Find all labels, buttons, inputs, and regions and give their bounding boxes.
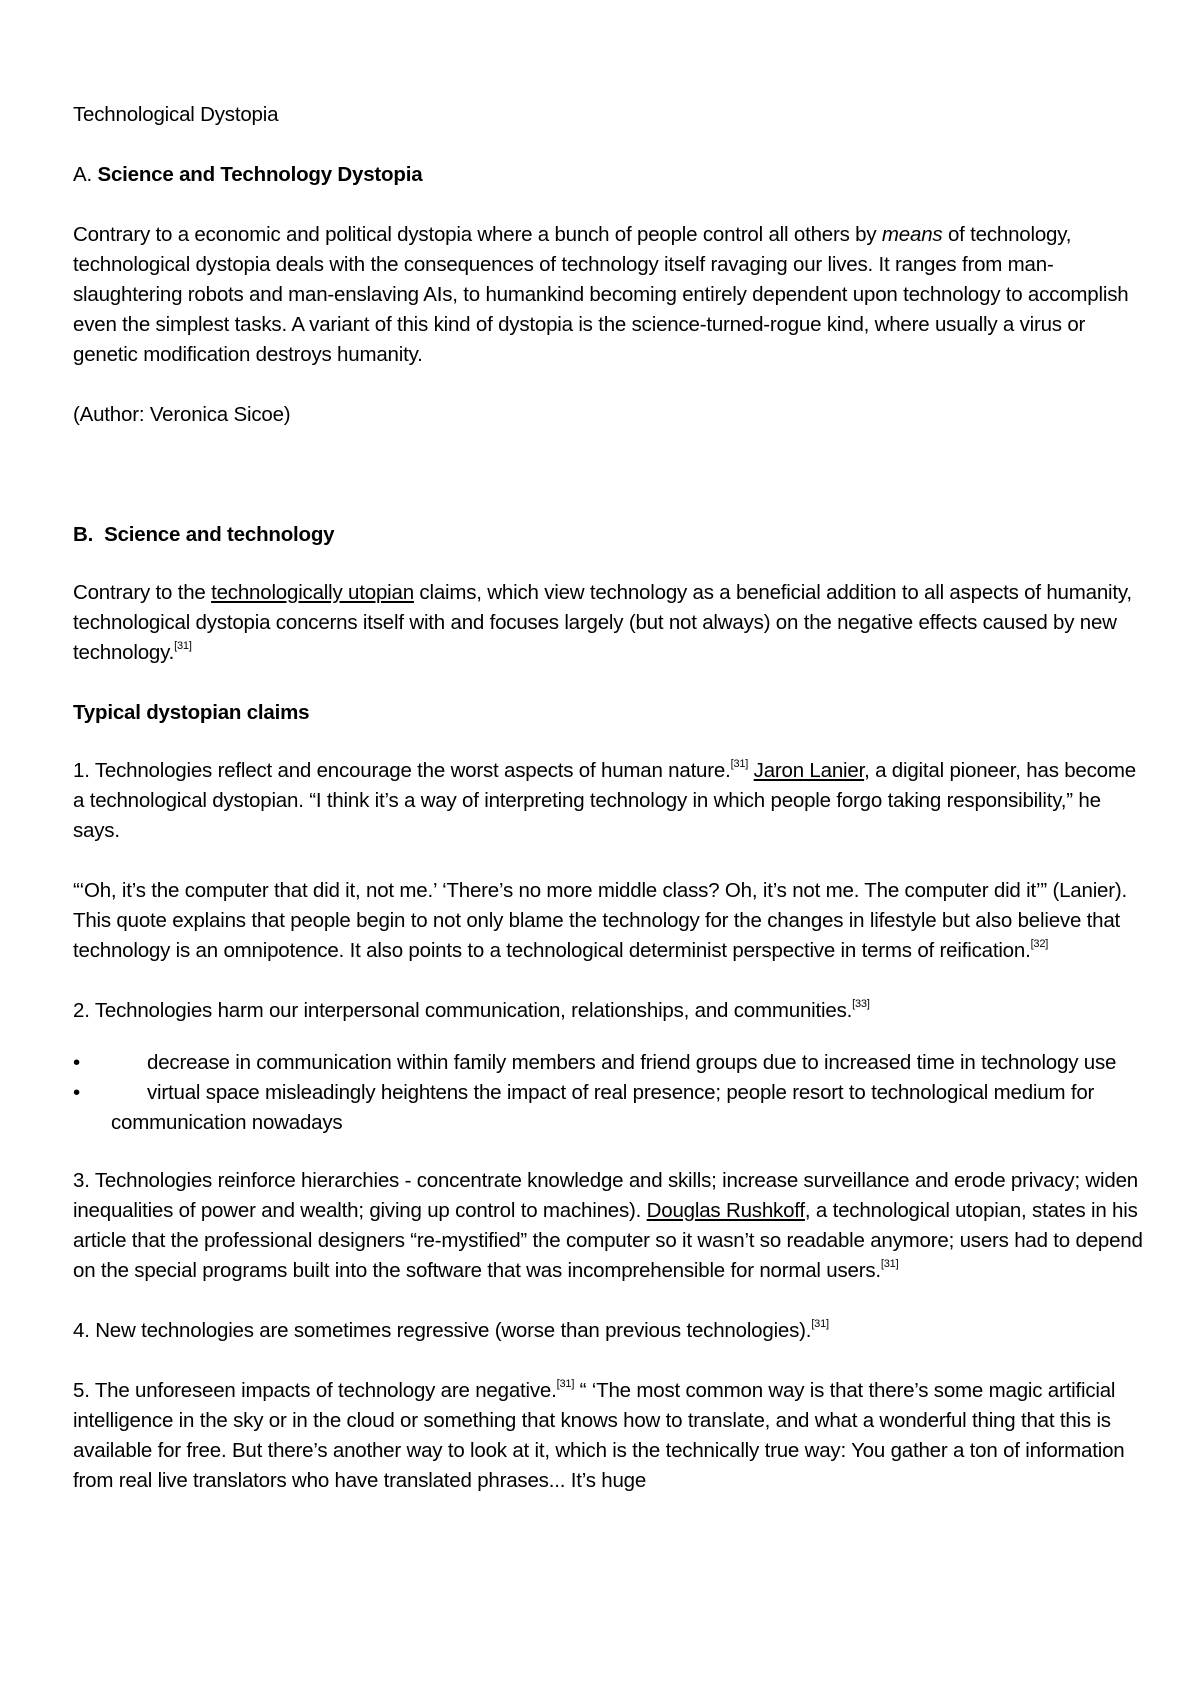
list-item	[73, 1048, 1143, 1078]
claim-3	[73, 1166, 1143, 1286]
citation-ref[interactable]: [31]	[811, 1318, 829, 1331]
technologically-utopian-link[interactable]: technologically utopian	[211, 581, 414, 604]
quote-paragraph	[73, 876, 1143, 966]
jaron-lanier-link[interactable]: Jaron Lanier	[753, 759, 865, 782]
section-b-heading-text: Science and technology	[104, 523, 335, 546]
claim-2	[73, 996, 1143, 1026]
citation-ref[interactable]: [31]	[174, 640, 192, 653]
section-b-letter: B.	[73, 523, 94, 546]
author-credit: (Author: Veronica Sicoe)	[73, 403, 291, 426]
section-a-heading	[73, 160, 1143, 190]
section-a-text-1: Contrary to a economic and political dystopia where a bunch of people control all others by	[73, 223, 882, 246]
bullet-icon: •	[73, 1051, 80, 1074]
section-a-emphasis: means	[881, 223, 943, 246]
claim-5-text-2: “ ‘The most common way is that there’s some magic artificial intelligence in the sky or in the cloud or something that knows how to translate, and what a wonderful thing that this is available for free. But there’s another way to look at it, which is the technically true way: You gather a ton of information from real live translators who have translated phrases... It’s huge	[73, 1379, 1125, 1492]
list-item	[73, 1078, 1143, 1138]
claim-1	[73, 756, 1143, 846]
claim-2-bullet-list	[73, 1048, 1143, 1138]
claim-4	[73, 1316, 1143, 1346]
douglas-rushkoff-link[interactable]: Douglas Rushkoff	[646, 1199, 805, 1222]
claim-2-text: 2. Technologies harm our interpersonal communication, relationships, and communities.	[73, 999, 853, 1022]
claim-4-text: 4. New technologies are sometimes regressive (worse than previous technologies).	[73, 1319, 812, 1342]
bullet-text: virtual space misleadingly heightens the impact of real presence; people resort to technological medium for communication nowadays	[111, 1081, 1095, 1134]
claim-3-text-2: , a technological utopian, states in his article that the professional designers “re-mystified” the computer so it wasn’t so readable anymore; users had to depend on the special programs built into the software that was incomprehensible for normal users.	[73, 1199, 1143, 1282]
document-title: Technological Dystopia	[73, 103, 279, 126]
claim-1-text: 1. Technologies reflect and encourage the worst aspects of human nature.	[73, 759, 731, 782]
section-b-intro	[73, 578, 1143, 668]
citation-ref[interactable]: [31]	[730, 758, 749, 771]
section-a-text-2: of technology, technological dystopia deals with the consequences of technology itself ravaging our lives. It ranges from man-slaughtering robots and man-enslaving AIs, to humankind becoming entirely dependent upon technology to accomplish even the simplest tasks. A variant of this kind of dystopia is the science-turned-rogue kind, where usually a virus or genetic modification destroys humanity.	[73, 223, 1129, 366]
citation-ref[interactable]: [32]	[1030, 938, 1049, 951]
section-b-intro-text-2: claims, which view technology as a beneficial addition to all aspects of humanity, technological dystopia concerns itself with and focuses largely (but not always) on the negative effects caused by new technology.	[73, 581, 1132, 664]
section-b-heading	[73, 520, 1143, 550]
section-a-heading-text: Science and Technology Dystopia	[97, 163, 423, 186]
citation-ref[interactable]: [31]	[556, 1378, 575, 1391]
citation-ref[interactable]: [31]	[880, 1258, 899, 1271]
document-page	[73, 100, 1143, 1526]
claims-heading: Typical dystopian claims	[73, 701, 310, 724]
section-a-letter: A.	[73, 163, 92, 186]
claim-5-text: 5. The unforeseen impacts of technology are negative.	[73, 1379, 557, 1402]
claim-5	[73, 1376, 1143, 1496]
section-a-paragraph	[73, 220, 1143, 370]
citation-ref[interactable]: [33]	[852, 998, 870, 1011]
quote-text: “‘Oh, it’s the computer that did it, not me.’ ‘There’s no more middle class? Oh, it’s not me. The computer did it’” (Lanier). This quote explains that people begin to not only blame the technology for the changes in lifestyle but also believe that technology is an omnipotence. It also points to a technological determinist perspective in terms of reification.	[73, 879, 1127, 962]
bullet-text: decrease in communication within family members and friend groups due to increased time in technology use	[147, 1051, 1117, 1074]
section-b-intro-text-1: Contrary to the	[73, 581, 212, 604]
bullet-icon: •	[73, 1081, 80, 1104]
claim-3-text: 3. Technologies reinforce hierarchies - concentrate knowledge and skills; increase surveillance and erode privacy; widen inequalities of power and wealth; giving up control to machines).	[73, 1169, 1138, 1222]
claim-1-text-2: , a digital pioneer, has become a technological dystopian. “I think it’s a way of interpreting technology in which people forgo taking responsibility,” he says.	[73, 759, 1136, 842]
